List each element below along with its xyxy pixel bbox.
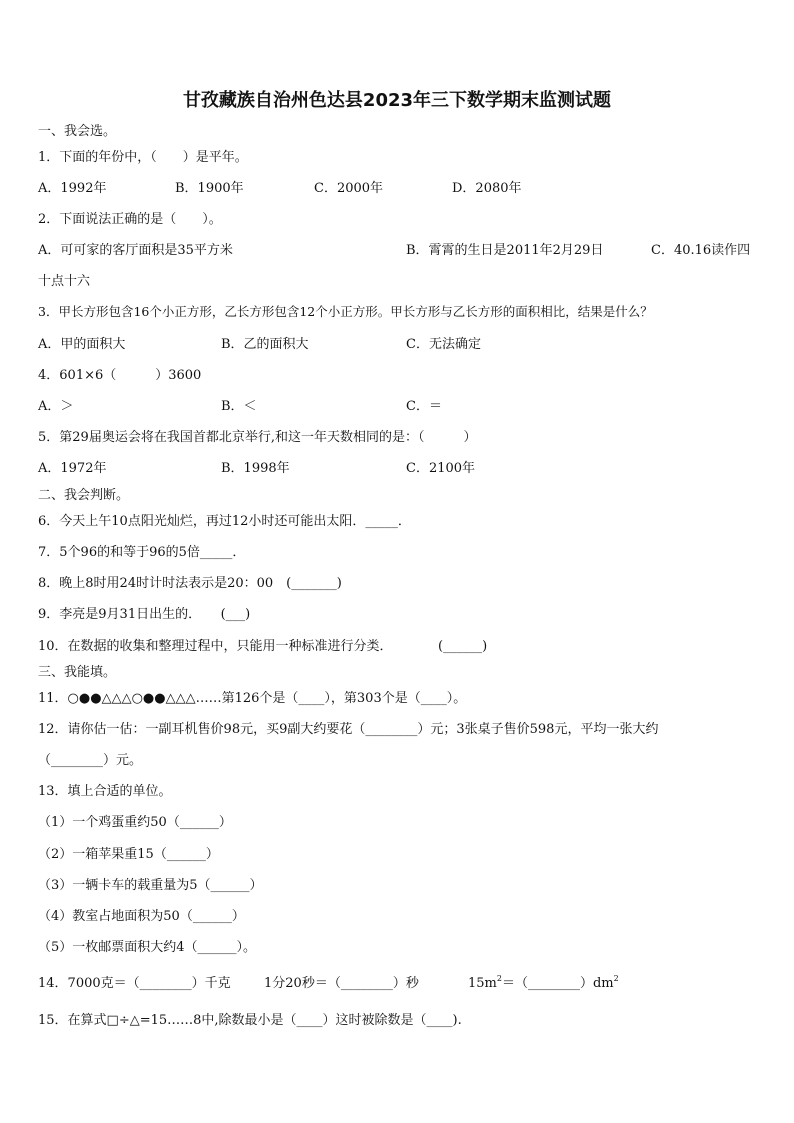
- q2-option-a: A．可可家的客厅面积是35平方米: [38, 243, 233, 258]
- question-12-line-1: 12．请你估一估：一副耳机售价98元，买9副大约要花（________）元；3张桌子售价598元，平均一张大约: [38, 722, 659, 737]
- question-4: 4．601×6（ ）3600: [38, 368, 202, 383]
- q14-part3-rhs: ＝（________）dm: [501, 976, 614, 991]
- q4-option-a: A．＞: [38, 399, 74, 414]
- q14-superscript-2: 2: [613, 974, 619, 983]
- question-14-part-3: [468, 972, 619, 991]
- question-15: 15．在算式□÷△=15……8中,除数最小是（____）这时被除数是（____).: [38, 1013, 462, 1028]
- q13-item-5: （5）一枚邮票面积大约4（______）。: [38, 940, 257, 955]
- q4-option-c: C．＝: [406, 399, 442, 414]
- q2-option-b: B．霄霄的生日是2011年2月29日: [406, 243, 604, 258]
- q14-superscript-1: 2: [496, 974, 502, 983]
- section-heading-3: 三、我能填。: [38, 665, 117, 680]
- q1-option-b: B．1900年: [175, 181, 244, 196]
- q3-option-a: A．甲的面积大: [38, 337, 126, 352]
- question-3: 3．甲长方形包含16个小正方形，乙长方形包含12个小正方形。甲长方形与乙长方形的面积相比，结果是什么？: [38, 304, 653, 319]
- question-1: 1．下面的年份中，（ ）是平年。: [38, 150, 248, 165]
- question-11: 11．○●●△△△○●●△△△……第126个是（____），第303个是（____）。: [38, 691, 467, 706]
- q13-item-4: （4）教室占地面积为50（______）: [38, 909, 245, 924]
- q2-option-c: C．40.16读作四: [651, 243, 751, 258]
- q3-option-b: B．乙的面积大: [221, 337, 309, 352]
- q13-item-1: （1）一个鸡蛋重约50（______）: [38, 815, 232, 830]
- q4-option-b: B．＜: [221, 399, 257, 414]
- q13-item-2: （2）一箱苹果重15（______）: [38, 847, 219, 862]
- section-heading-2: 二、我会判断。: [38, 488, 130, 503]
- q5-option-b: B．1998年: [221, 461, 290, 476]
- q1-option-c: C．2000年: [314, 181, 384, 196]
- question-13: 13．填上合适的单位。: [38, 784, 172, 799]
- question-7: 7．5个96的和等于96的5倍_____．: [38, 545, 246, 560]
- question-12-line-2: （________）元。: [38, 753, 143, 768]
- question-14-part-1: 14．7000克＝（________）千克: [38, 976, 231, 991]
- section-heading-1: 一、我会选。: [38, 124, 117, 139]
- q14-part3-lhs: 15m: [468, 976, 497, 991]
- question-2: 2．下面说法正确的是（ ）。: [38, 212, 222, 227]
- q1-option-a: A．1992年: [38, 181, 107, 196]
- q5-option-c: C．2100年: [406, 461, 476, 476]
- question-9: 9．李亮是9月31日出生的． (___): [38, 607, 251, 622]
- q5-option-a: A．1972年: [38, 461, 107, 476]
- q13-item-3: （3）一辆卡车的载重量为5（______）: [38, 878, 263, 893]
- question-5: 5．第29届奥运会将在我国首都北京举行,和这一年天数相同的是：（ ）: [38, 430, 477, 445]
- q3-option-c: C．无法确定: [406, 337, 481, 352]
- question-14-part-2: 1分20秒＝（________）秒: [264, 976, 419, 991]
- q1-option-d: D．2080年: [452, 181, 522, 196]
- page-title: 甘孜藏族自治州色达县2023年三下数学期末监测试题: [182, 90, 612, 111]
- q2-option-c-continued: 十点十六: [38, 274, 91, 289]
- question-6: 6．今天上午10点阳光灿烂，再过12小时还可能出太阳．_____．: [38, 514, 411, 529]
- question-10: 10．在数据的收集和整理过程中，只能用一种标准进行分类． (______): [38, 639, 488, 654]
- question-8: 8．晚上8时用24时计时法表示是20：00 (_______): [38, 576, 342, 591]
